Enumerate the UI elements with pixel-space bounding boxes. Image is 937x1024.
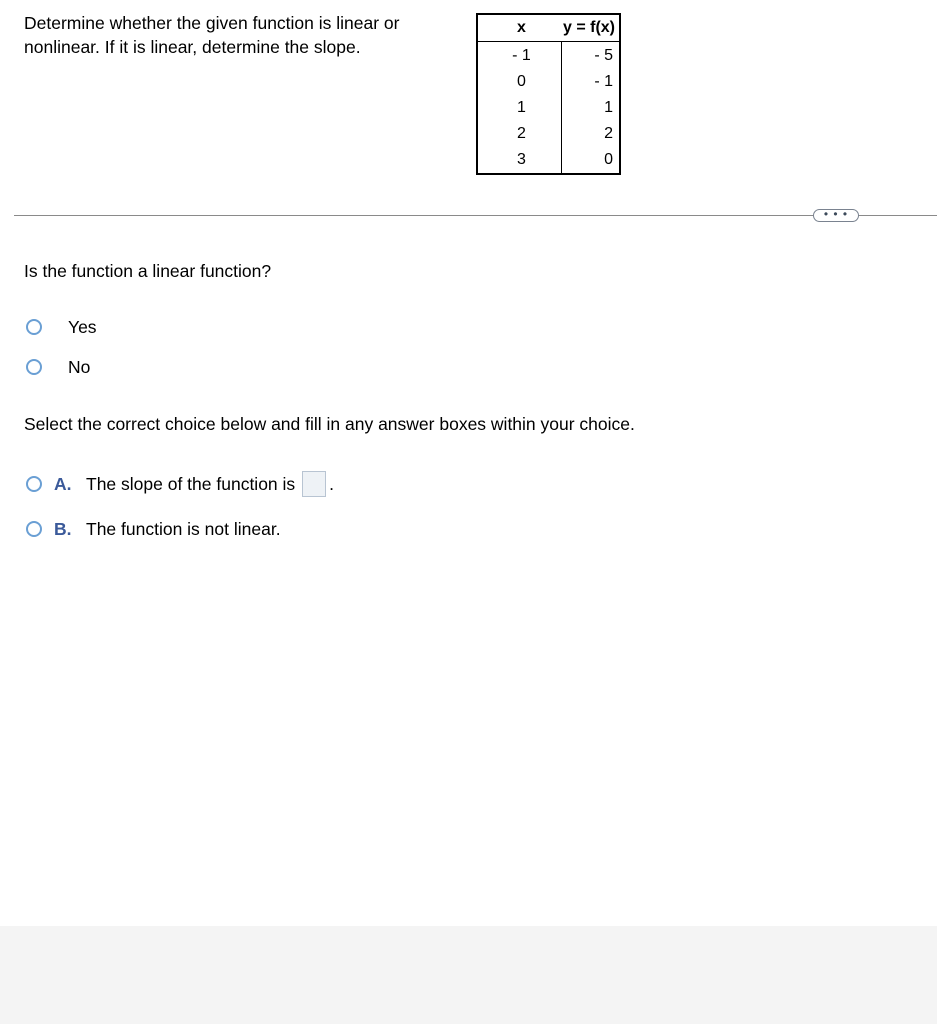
radio-button-icon[interactable] (26, 319, 42, 335)
choice-b-text: The function is not linear. (86, 518, 281, 539)
choice-b[interactable] (26, 514, 281, 544)
radio-button-icon[interactable] (26, 521, 42, 537)
table-cell-x: 0 (517, 73, 526, 90)
table-cell-y: - 1 (594, 73, 613, 90)
table-cell-x: 1 (517, 99, 526, 116)
function-table (476, 13, 621, 175)
more-options-button[interactable]: • • • (813, 209, 859, 222)
radio-button-icon[interactable] (26, 359, 42, 375)
table-header-x: x (517, 19, 526, 36)
choice-letter: B. (54, 518, 72, 539)
choice-letter: A. (54, 473, 72, 494)
table-cell-x: 3 (517, 151, 526, 168)
option-label: Yes (68, 316, 97, 337)
table-cell-y: 2 (604, 125, 613, 142)
option-label: No (68, 356, 91, 377)
table-column-y (562, 15, 619, 173)
slope-answer-box[interactable] (302, 471, 326, 497)
table-cell-x: - 1 (512, 47, 531, 64)
option-yes[interactable] (26, 315, 97, 339)
table-cell-y: 1 (604, 99, 613, 116)
question-text: Is the function a linear function? (24, 261, 272, 281)
table-cell-y: 0 (604, 151, 613, 168)
choice-a-text: The slope of the function is (86, 473, 296, 494)
section-divider (14, 215, 937, 216)
option-no[interactable] (26, 355, 90, 379)
choice-a[interactable] (26, 469, 334, 499)
prompt-line-2: nonlinear. If it is linear, determine the slope. (24, 37, 361, 57)
choice-a-suffix: . (329, 473, 335, 494)
table-column-x (478, 15, 561, 173)
instruction-text: Select the correct choice below and fill in any answer boxes within your choice. (24, 414, 635, 434)
table-cell-x: 2 (517, 125, 526, 142)
problem-prompt (24, 11, 454, 59)
prompt-line-1: Determine whether the given function is linear or (24, 13, 400, 33)
footer-bar (0, 926, 937, 1024)
table-header-y: y = f(x) (562, 19, 615, 36)
table-cell-y: - 5 (594, 47, 613, 64)
radio-button-icon[interactable] (26, 476, 42, 492)
